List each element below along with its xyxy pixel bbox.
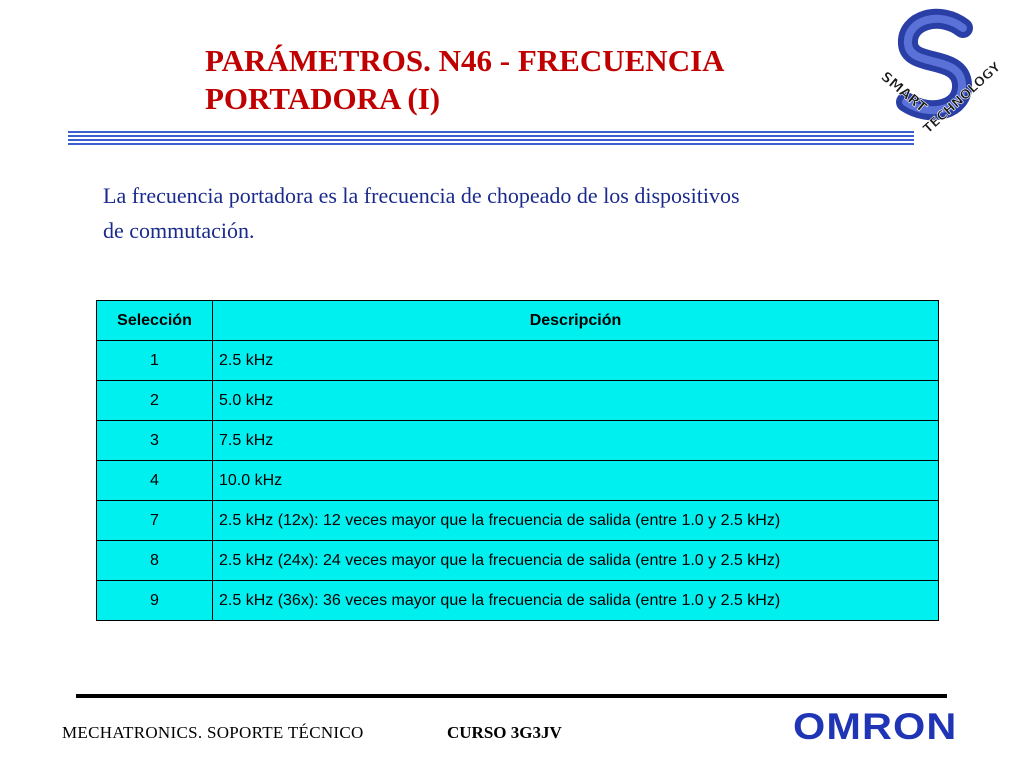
cell-description: 7.5 kHz — [213, 421, 939, 461]
intro-line-2: de commutación. — [103, 218, 255, 243]
table-row — [97, 461, 939, 501]
title-line-2: PORTADORA (I) — [205, 81, 441, 116]
cell-description: 5.0 kHz — [213, 381, 939, 421]
header-description: Descripción — [213, 301, 939, 341]
table-header-row — [97, 301, 939, 341]
cell-selection: 9 — [97, 581, 213, 621]
table-row — [97, 581, 939, 621]
page-title — [205, 42, 825, 118]
cell-description: 2.5 kHz (24x): 24 veces mayor que la frecuencia de salida (entre 1.0 y 2.5 kHz) — [213, 541, 939, 581]
header-selection: Selección — [97, 301, 213, 341]
footer-rule — [76, 694, 947, 698]
cell-description: 10.0 kHz — [213, 461, 939, 501]
omron-logo: OMRON — [793, 706, 958, 747]
svg-text:TECHNOLOGY: TECHNOLOGY — [920, 59, 1005, 137]
table-row — [97, 421, 939, 461]
title-line-1: PARÁMETROS. N46 - FRECUENCIA — [205, 43, 725, 78]
cell-selection: 2 — [97, 381, 213, 421]
footer-course: CURSO 3G3JV — [447, 723, 562, 742]
table-row — [97, 381, 939, 421]
intro-text — [103, 178, 963, 248]
cell-selection: 3 — [97, 421, 213, 461]
table-row — [97, 501, 939, 541]
cell-selection: 7 — [97, 501, 213, 541]
cell-selection: 8 — [97, 541, 213, 581]
parameters-table — [96, 300, 939, 621]
cell-description: 2.5 kHz (36x): 36 veces mayor que la frecuencia de salida (entre 1.0 y 2.5 kHz) — [213, 581, 939, 621]
cell-selection: 1 — [97, 341, 213, 381]
cell-description: 2.5 kHz — [213, 341, 939, 381]
table-row — [97, 541, 939, 581]
svg-text:SMART: SMART — [877, 68, 930, 117]
intro-line-1: La frecuencia portadora es la frecuencia de chopeado de los dispositivos — [103, 183, 740, 208]
cell-selection: 4 — [97, 461, 213, 501]
table-row — [97, 341, 939, 381]
smart-technology-logo — [866, 6, 1006, 146]
footer-department: MECHATRONICS. SOPORTE TÉCNICO — [62, 723, 364, 742]
title-rule — [68, 131, 914, 145]
cell-description: 2.5 kHz (12x): 12 veces mayor que la frecuencia de salida (entre 1.0 y 2.5 kHz) — [213, 501, 939, 541]
